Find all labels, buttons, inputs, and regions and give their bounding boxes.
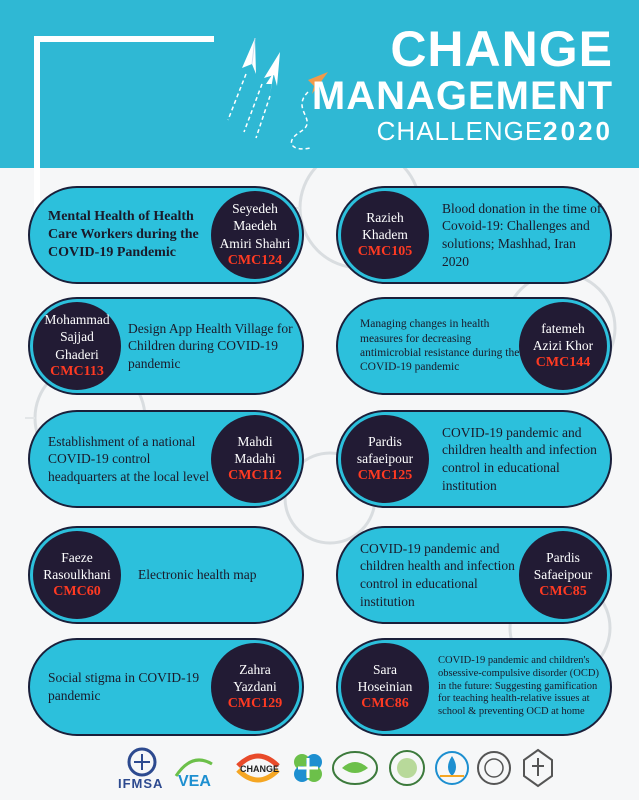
title-line-2: MANAGEMENT bbox=[311, 74, 613, 118]
author-circle bbox=[211, 643, 299, 731]
author-name: Mohammad Sajjad Ghaderi bbox=[44, 312, 110, 362]
card-topic: Blood donation in the time of Covoid-19: Challenges and solutions; Mashhad, Iran 2020 bbox=[442, 200, 602, 269]
abstract-card-cmc113 bbox=[28, 297, 304, 395]
title-line-3 bbox=[312, 118, 613, 144]
abstract-card-cmc124 bbox=[28, 186, 304, 284]
author-circle bbox=[341, 191, 429, 279]
abstract-card-cmc85 bbox=[336, 526, 612, 624]
abstract-code: CMC124 bbox=[227, 252, 283, 268]
partner-logo-4 bbox=[288, 746, 328, 790]
author-circle bbox=[341, 643, 429, 731]
author-name: Seyedeh Maedeh Amiri Shahri bbox=[219, 201, 291, 251]
abstract-card-cmc125 bbox=[336, 410, 612, 508]
author-name: fatemeh Azizi Khor bbox=[532, 320, 594, 354]
card-topic: Establishment of a national COVID-19 control headquarters at the local level bbox=[48, 433, 210, 484]
frame-line-top bbox=[34, 36, 214, 42]
abstract-code: CMC105 bbox=[357, 244, 413, 260]
card-topic: Design App Health Village for Children during COVID-19 pandemic bbox=[128, 320, 293, 371]
abstract-code: CMC144 bbox=[535, 355, 591, 371]
page-title bbox=[311, 21, 613, 146]
abstract-code: CMC86 bbox=[361, 696, 409, 712]
abstract-code: CMC85 bbox=[539, 584, 587, 600]
vea-logo bbox=[172, 746, 228, 790]
partner-logo-6 bbox=[386, 746, 428, 790]
partner-logo-8 bbox=[474, 746, 514, 790]
card-topic: COVID-19 pandemic and children health and infection control in educational institution bbox=[442, 424, 597, 493]
partner-logo-7 bbox=[432, 746, 472, 790]
title-challenge: CHALLENGE bbox=[376, 116, 544, 146]
card-topic: Mental Health of Health Care Workers during the COVID-19 Pandemic bbox=[48, 208, 199, 261]
card-topic: COVID-19 pandemic and children's obsessive-compulsive disorder (OCD) in the future: Suggesting gamification for teaching health-relative issues at school & preventing OCD at home bbox=[438, 655, 599, 718]
abstract-card-cmc60 bbox=[28, 526, 304, 624]
abstract-code: CMC113 bbox=[50, 363, 104, 379]
abstract-code: CMC125 bbox=[357, 468, 413, 484]
author-name: Razieh Khadem bbox=[362, 209, 408, 243]
change-logo bbox=[232, 746, 284, 790]
author-circle bbox=[519, 302, 607, 390]
abstract-card-cmc105 bbox=[336, 186, 612, 284]
author-circle bbox=[519, 531, 607, 619]
author-circle bbox=[341, 415, 429, 503]
author-circle bbox=[211, 191, 299, 279]
author-name: Faeze Rasoulkhani bbox=[43, 549, 111, 583]
partner-logo-5 bbox=[330, 746, 380, 790]
card-topic: Social stigma in COVID-19 pandemic bbox=[48, 670, 200, 703]
author-circle bbox=[33, 531, 121, 619]
author-name: Zahra Yazdani bbox=[233, 661, 277, 695]
card-topic: COVID-19 pandemic and children health and infection control in educational institution bbox=[360, 540, 515, 609]
author-circle bbox=[211, 415, 299, 503]
abstract-card-cmc129 bbox=[28, 638, 304, 736]
author-name: Pardis safaeipour bbox=[356, 433, 414, 467]
header-banner bbox=[0, 0, 639, 168]
abstract-code: CMC60 bbox=[53, 584, 101, 600]
abstract-code: CMC112 bbox=[228, 468, 282, 484]
author-name: Pardis Safaeipour bbox=[533, 549, 593, 583]
card-topic: Managing changes in health measures for decreasing antimicrobial resistance during the COVID-19 pandemic bbox=[360, 318, 520, 374]
title-line-1: CHANGE bbox=[390, 21, 613, 77]
svg-text:VEA: VEA bbox=[178, 773, 211, 790]
card-topic: Electronic health map bbox=[138, 567, 257, 583]
title-year: 2020 bbox=[543, 116, 613, 146]
abstract-code: CMC129 bbox=[227, 696, 283, 712]
ifmsa-label: IFMSA bbox=[118, 776, 164, 791]
sponsor-logos bbox=[0, 740, 639, 800]
abstract-card-cmc86 bbox=[336, 638, 612, 736]
author-circle bbox=[33, 302, 121, 390]
abstract-card-cmc144 bbox=[336, 297, 612, 395]
svg-text:CHANGE: CHANGE bbox=[240, 764, 280, 774]
author-name: Sara Hoseinian bbox=[357, 661, 413, 695]
author-name: Mahdi Madahi bbox=[234, 433, 276, 467]
abstract-card-cmc112 bbox=[28, 410, 304, 508]
university-logo bbox=[518, 746, 558, 790]
